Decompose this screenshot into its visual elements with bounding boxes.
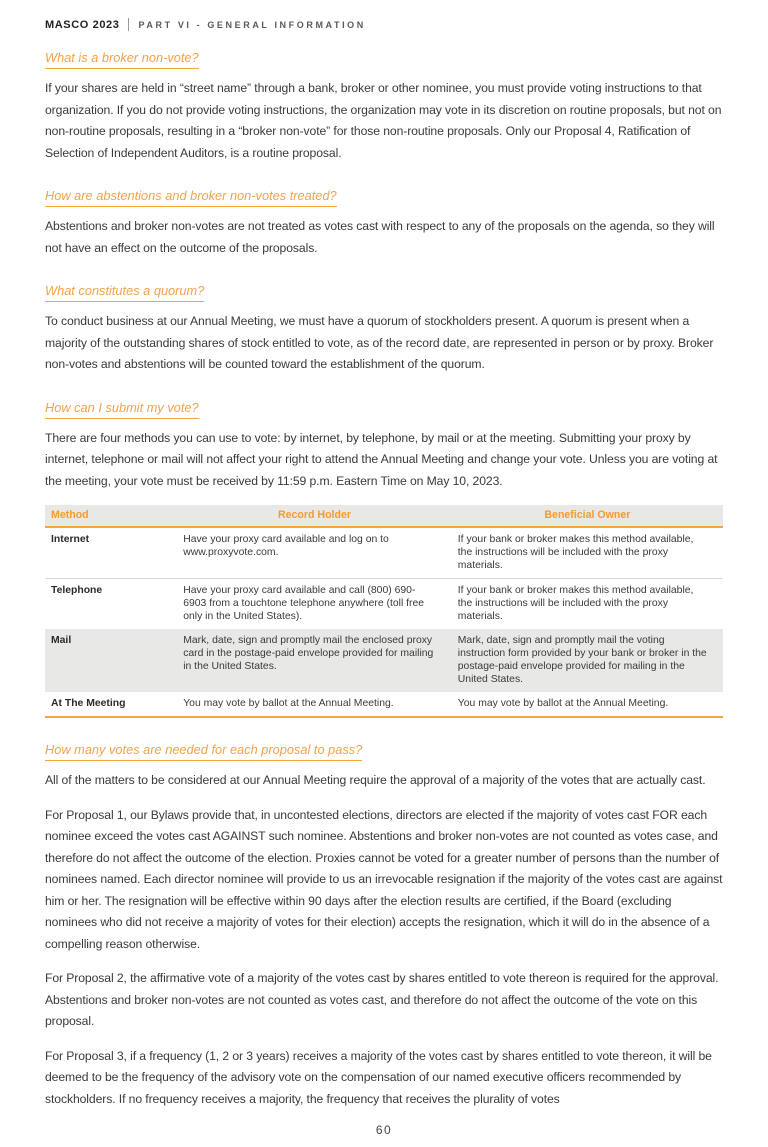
body-paragraph: For Proposal 3, if a frequency (1, 2 or 3 years) receives a majority of the votes cast by shares entitled to vote thereon, it will be deemed to be the frequency of the advisory vote on the compensation of our named executive officers recommended by stockholders. If no frequency receives a majority, the frequency that receives the plurality of votes xyxy=(45,1048,712,1106)
record-holder-cell: Have your proxy card available and call (800) 690-6903 from a touchtone telephone anywhere (toll free only in the United States). xyxy=(183,585,425,622)
body-paragraph: There are four methods you can use to vote: by internet, by telephone, by mail or at the meeting. Submitting your proxy by internet, telephone or mail will not affect your right to attend the Annual Meeting and change your vote. Unless you are voting at the meeting, your vote must be received by 11:59 p.m. Eastern Time on May 10, 2023. xyxy=(45,430,718,488)
question-heading-quorum xyxy=(45,282,723,302)
header-divider xyxy=(128,18,129,31)
page-number: 60 xyxy=(375,1123,393,1137)
record-holder-cell: You may vote by ballot at the Annual Meeting. xyxy=(177,692,452,717)
beneficial-owner-cell: Mark, date, sign and promptly mail the voting instruction form provided by your bank or broker in the postage-paid envelope provided for mailing in the United States. xyxy=(457,635,707,685)
question-heading-abstentions xyxy=(45,187,723,207)
table-header-row xyxy=(45,505,723,527)
body-paragraph: For Proposal 2, the affirmative vote of a majority of the votes cast by shares entitled to vote thereon is required for the approval. Abstentions and broker non-votes are not counted as votes cast, and therefore do not affect the outcome of the vote on this proposal. xyxy=(45,971,719,1028)
running-header xyxy=(45,18,723,31)
brand-name: MASCO 2023 xyxy=(45,18,120,31)
table-row-telephone xyxy=(45,579,723,630)
method-cell: Mail xyxy=(51,635,72,646)
beneficial-owner-cell: You may vote by ballot at the Annual Meeting. xyxy=(452,692,723,717)
body-paragraph: All of the matters to be considered at our Annual Meeting require the approval of a majority of the votes that are actually cast. xyxy=(45,773,706,787)
question-heading-text: How many votes are needed for each proposal to pass? xyxy=(45,742,362,761)
body-paragraph: Abstentions and broker non-votes are not treated as votes cast with respect to any of the proposals on the agenda, so they will not have an effect on the outcome of the proposals. xyxy=(45,219,715,255)
question-heading-text: How can I submit my vote? xyxy=(45,400,199,419)
column-header-record-holder: Record Holder xyxy=(177,505,452,527)
record-holder-cell: Have your proxy card available and log on to www.proxyvote.com. xyxy=(177,527,452,579)
column-header-beneficial-owner: Beneficial Owner xyxy=(452,505,723,527)
question-heading-text: What is a broker non-vote? xyxy=(45,50,199,69)
table-row-internet xyxy=(45,527,723,579)
method-cell: Telephone xyxy=(51,585,103,596)
question-heading-submit-vote xyxy=(45,399,723,419)
record-holder-cell: Mark, date, sign and promptly mail the enclosed proxy card in the postage-paid envelope provided for mailing in the United States. xyxy=(183,635,434,672)
body-paragraph: For Proposal 1, our Bylaws provide that, in uncontested elections, directors are elected if the majority of votes cast FOR each nominee exceed the votes cast AGAINST such nominee. Abstentions and broker non-votes are not counted as votes case, and therefore do not affect the outcome of the election. Proxies cannot be voted for a greater number of persons than the number of nominees named. Each director nominee will provide to us an irrevocable resignation if the majority of the votes cast are against him or her. The resignation will be effective within 90 days after the election results are certified, if the Board (excluding nominees who did not receive a majority of votes for their election) accepts the resignation, which it will do in the absence of a compelling reason otherwise. xyxy=(45,807,723,951)
table-row-mail xyxy=(45,629,723,692)
voting-methods-table xyxy=(45,505,723,718)
column-header-method: Method xyxy=(45,505,177,527)
question-heading-text: What constitutes a quorum? xyxy=(45,283,204,302)
question-heading-text: How are abstentions and broker non-votes treated? xyxy=(45,188,337,207)
body-paragraph: To conduct business at our Annual Meeting, we must have a quorum of stockholders present. A quorum is present when a majority of the outstanding shares of stock entitled to vote, as of the record date, are represented in person or by proxy. Broker non-votes and abstentions will be counted toward the establishment of the quorum. xyxy=(45,314,714,371)
method-cell: Internet xyxy=(45,527,177,579)
beneficial-owner-cell: If your bank or broker makes this method available, the instructions will be included with the proxy materials. xyxy=(452,527,723,579)
part-title: PART VI - GENERAL INFORMATION xyxy=(138,19,366,30)
method-cell: At The Meeting xyxy=(45,692,177,717)
table-row-at-the-meeting xyxy=(45,692,723,717)
beneficial-owner-cell: If your bank or broker makes this method available, the instructions will be included with the proxy materials. xyxy=(457,585,694,622)
question-heading-votes-needed xyxy=(45,741,723,761)
body-paragraph: If your shares are held in “street name” through a bank, broker or other nominee, you must provide voting instructions to that organization. If you do not provide voting instructions, the organization may vote in its discretion on routine proposals, but not on non-routine proposals, resulting in a “broker non-vote” for those non-routine proposals. Only our Proposal 4, Ratification of Selection of Independent Auditors, is a routine proposal. xyxy=(45,81,722,160)
question-heading-broker-non-vote xyxy=(45,49,723,69)
